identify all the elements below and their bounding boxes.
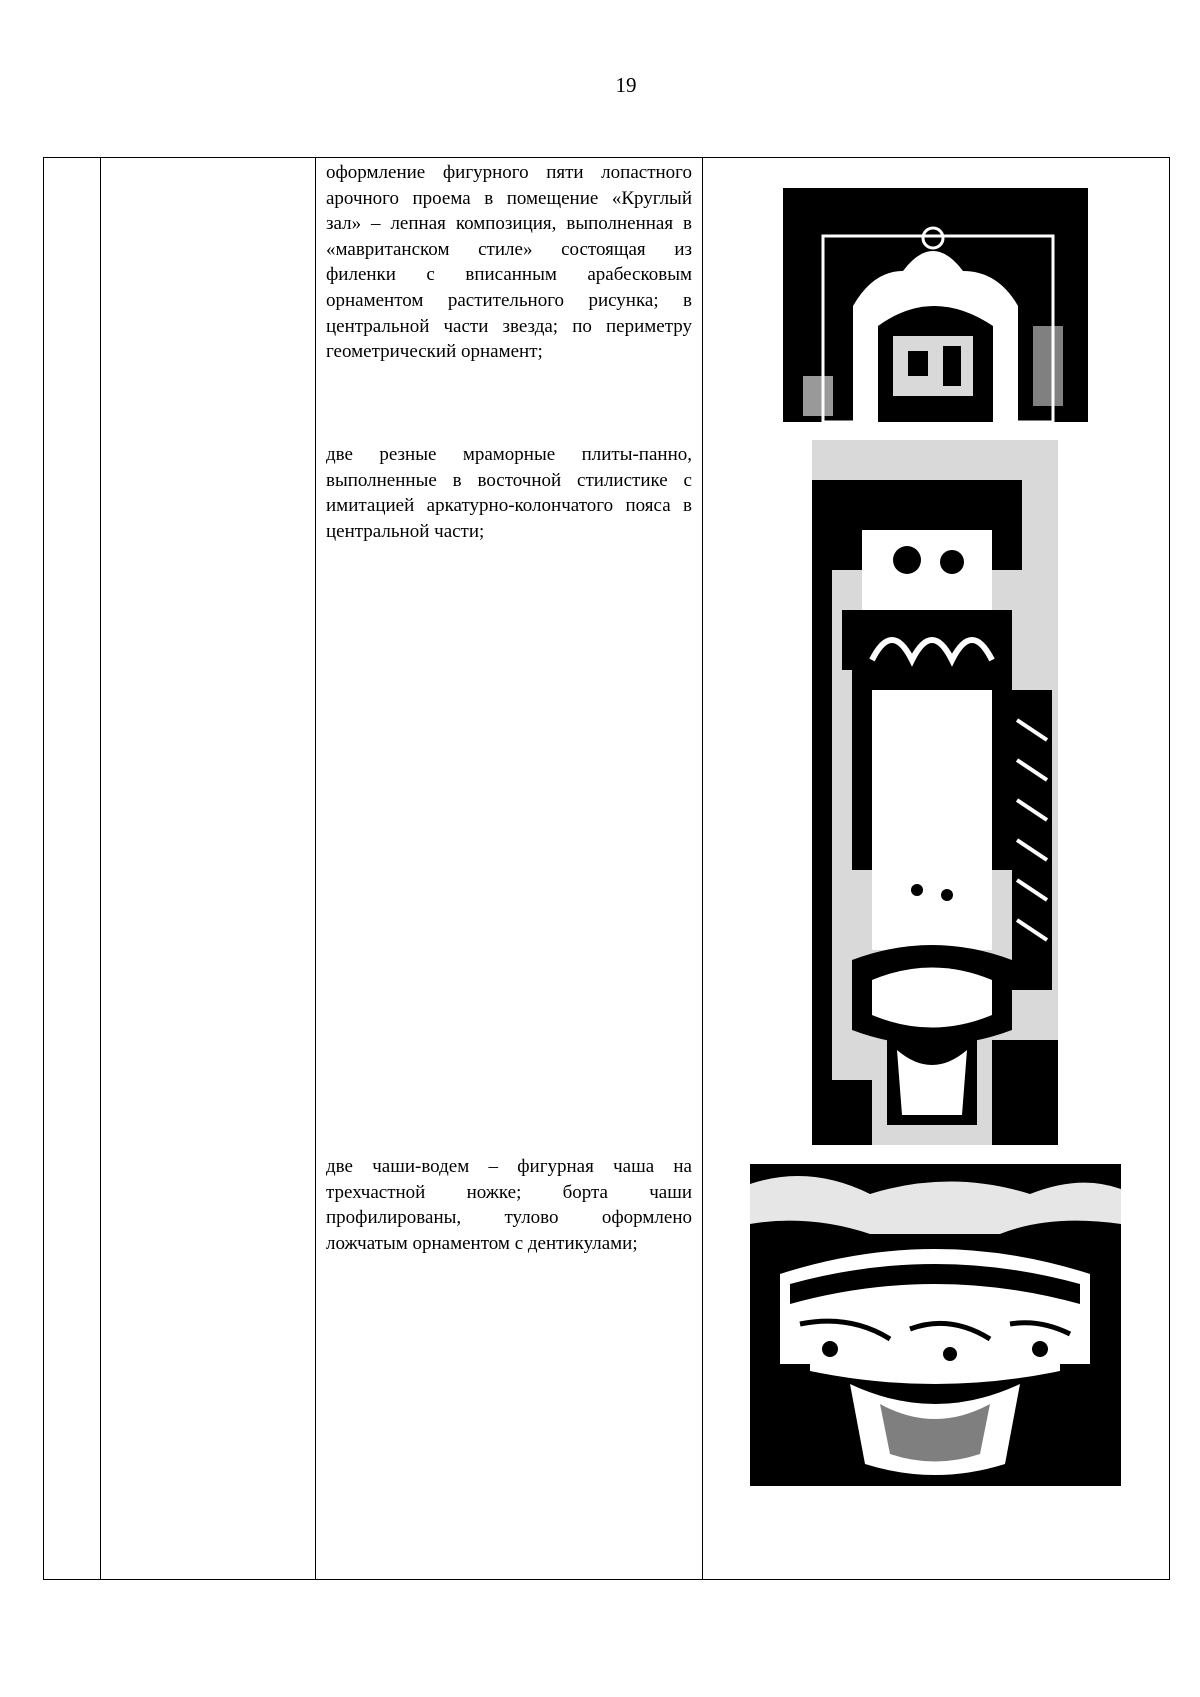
description-text: оформление фигурного пяти лопастного арочного проема в помещение «Круглый зал» – лепная композиция, выполненная в «мавританском стиле» состоящая из филенки с вписанным арабесковым орнаментом растительного рисунка; в центральной части звезда; по периметру геометрический орнамент; bbox=[326, 162, 692, 363]
row-description bbox=[326, 1154, 692, 1256]
row-description bbox=[326, 442, 692, 544]
row-description bbox=[326, 160, 692, 365]
page-number: 19 bbox=[615, 73, 637, 97]
column-divider bbox=[100, 158, 101, 1579]
column-divider bbox=[315, 158, 316, 1579]
description-text: две чаши-водем – фигурная чаша на трехчастной ножке; борта чаши профилированы, тулово оформлено ложчатым орнаментом с дентикулами; bbox=[326, 1156, 692, 1254]
description-text: две резные мраморные плиты-панно, выполненные в восточной стилистике с имитацией аркатурно-колончатого пояса в центральной части; bbox=[326, 444, 692, 542]
column-divider bbox=[702, 158, 703, 1579]
basin-photo bbox=[750, 1164, 1121, 1486]
marble-panel-photo bbox=[812, 440, 1058, 1145]
arch-photo bbox=[783, 176, 1088, 422]
